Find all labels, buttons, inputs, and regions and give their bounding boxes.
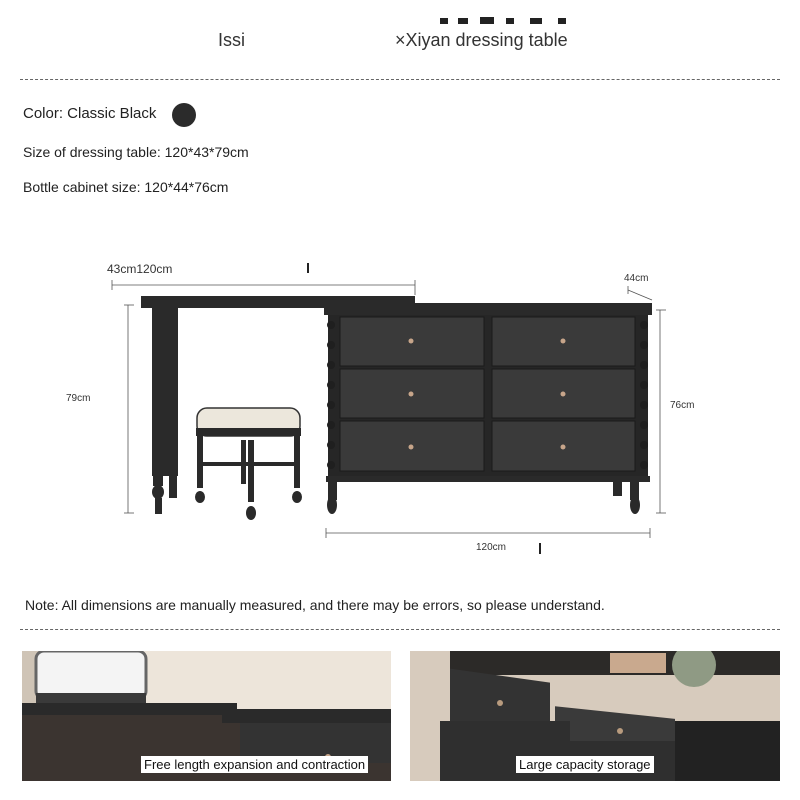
bottle-cabinet-size: Bottle cabinet size: 120*44*76cm <box>23 179 229 195</box>
photo-storage <box>410 651 780 781</box>
caption-expansion: Free length expansion and contraction <box>141 756 368 773</box>
product-title: ×Xiyan dressing table <box>395 30 568 50</box>
label-table-height: 79cm <box>66 393 91 404</box>
measurement-note: Note: All dimensions are manually measured, and there may be errors, so please understand. <box>25 597 605 613</box>
label-cabinet-depth: 44cm <box>624 273 649 284</box>
photo-expansion <box>22 651 391 781</box>
caption-storage: Large capacity storage <box>516 756 654 773</box>
bottle-cabinet <box>324 303 652 514</box>
label-cabinet-height: 76cm <box>670 400 695 411</box>
divider <box>20 629 780 630</box>
label-cabinet-width: 120cm <box>476 542 507 553</box>
brand-name: Issi <box>218 30 245 50</box>
label-top-width: 43cm120cm <box>107 262 173 276</box>
dressing-table-size: Size of dressing table: 120*43*79cm <box>23 144 249 160</box>
color-spec: Color: Classic Black <box>23 105 157 122</box>
stool <box>195 408 302 520</box>
